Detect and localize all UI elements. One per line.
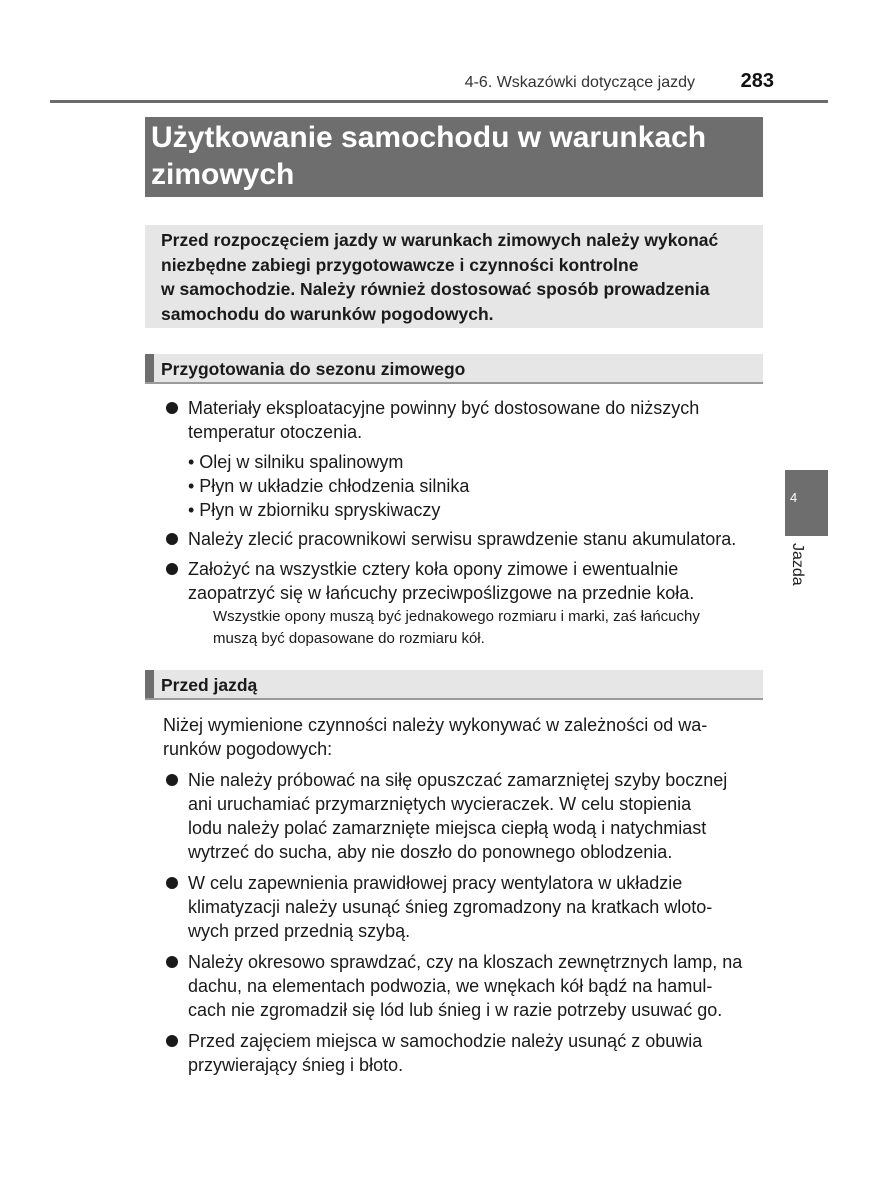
list-line: Należy zlecić pracownikowi serwisu sprawdzenie stanu akumulatora.	[188, 529, 737, 550]
list-line: klimatyzacji należy usunąć śnieg zgromadzony na kratkach wloto-	[188, 897, 713, 918]
bullet-icon	[166, 563, 178, 575]
section-intro-paragraph	[163, 713, 763, 762]
bullet-icon	[166, 774, 178, 786]
section-heading-before-driving	[145, 670, 763, 700]
sub-list-item: • Płyn w układzie chłodzenia silnika	[188, 475, 470, 496]
list-line: Materiały eksploatacyjne powinny być dostosowane do niższych	[188, 398, 700, 418]
list-item	[163, 1029, 763, 1078]
list-line: Należy okresowo sprawdzać, czy na kloszach zewnętrznych lamp, na	[188, 951, 743, 972]
intro-line: w samochodzie. Należy również dostosować sposób prowadzenia	[161, 279, 710, 299]
section-title: Przed jazdą	[161, 675, 258, 695]
list-line: lodu należy polać zamarznięte miejsca ciepłą wodą i natychmiast	[188, 818, 707, 839]
list-line: wytrzeć do sucha, aby nie doszło do ponownego oblodzenia.	[188, 842, 673, 863]
section-heading-winter-prep	[145, 354, 763, 384]
list-line: Nie należy próbować na siłę opuszczać zamarzniętej szyby bocznej	[188, 769, 728, 790]
section-content-before-driving	[163, 713, 763, 1077]
sub-list-item: • Płyn w zbiorniku spryskiwaczy	[188, 500, 441, 521]
chapter-number: 4	[790, 490, 798, 505]
list-line: Założyć na wszystkie cztery koła opony zimowe i ewentualnie	[188, 558, 679, 579]
list-line: ani uruchamiać przymarzniętych wycieraczek. W celu stopienia	[188, 793, 692, 814]
list-item	[163, 768, 763, 865]
intro-line: niezbędne zabiegi przygotowawcze i czynności kontrolne	[161, 254, 639, 275]
list-line: W celu zapewnienia prawidłowej pracy wentylatora w układzie	[188, 872, 683, 893]
list-line: temperatur otoczenia.	[188, 422, 363, 443]
page-number: 283	[740, 70, 774, 92]
list-line: przywierający śnieg i błoto.	[188, 1054, 404, 1075]
intro-text	[161, 228, 746, 326]
bullet-icon	[166, 956, 178, 968]
list-item	[163, 527, 763, 551]
intro-summary-box	[145, 225, 763, 328]
list-item	[163, 396, 763, 445]
section-title: Przygotowania do sezonu zimowego	[161, 359, 466, 379]
note-text	[163, 606, 763, 650]
section-content-winter-prep	[163, 396, 763, 650]
bullet-icon	[166, 1035, 178, 1047]
chapter-side-tab	[785, 470, 828, 536]
bullet-icon	[166, 533, 178, 545]
note-line: muszą być dopasowane do rozmiaru kół.	[213, 630, 485, 648]
bullet-icon	[166, 877, 178, 889]
title-line: Użytkowanie samochodu w warunkach	[151, 121, 707, 154]
intro-line: samochodu do warunków pogodowych.	[161, 303, 494, 324]
page-title	[151, 119, 757, 193]
title-line: zimowych	[151, 158, 295, 191]
header-divider	[50, 100, 828, 103]
intro-line: Przed rozpoczęciem jazdy w warunkach zimowych należy wykonać	[161, 230, 719, 250]
chapter-title-block	[145, 117, 763, 197]
para-line: runków pogodowych:	[163, 739, 333, 760]
list-line: Przed zajęciem miejsca w samochodzie należy usunąć z obuwia	[188, 1030, 703, 1051]
list-item	[163, 871, 763, 944]
sub-list-item: • Olej w silniku spalinowym	[188, 451, 404, 472]
list-line: cach nie zgromadził się lód lub śnieg i w razie potrzeby usuwać go.	[188, 1000, 723, 1021]
note-line: Wszystkie opony muszą być jednakowego rozmiaru i marki, zaś łańcuchy	[213, 608, 700, 626]
section-accent	[145, 354, 154, 382]
list-line: zaopatrzyć się w łańcuchy przeciwpoślizgowe na przednie koła.	[188, 583, 695, 604]
para-line: Niżej wymienione czynności należy wykonywać w zależności od wa-	[163, 715, 708, 735]
header-section-title: 4-6. Wskazówki dotyczące jazdy	[464, 74, 695, 91]
bullet-icon	[166, 402, 178, 414]
list-item	[163, 950, 763, 1023]
section-accent	[145, 670, 154, 698]
chapter-side-label: Jazda	[789, 543, 806, 586]
list-line: wych przed przednią szybą.	[188, 921, 411, 942]
list-item	[163, 557, 763, 606]
list-line: dachu, na elementach podwozia, we wnękach kół bądź na hamul-	[188, 975, 713, 996]
